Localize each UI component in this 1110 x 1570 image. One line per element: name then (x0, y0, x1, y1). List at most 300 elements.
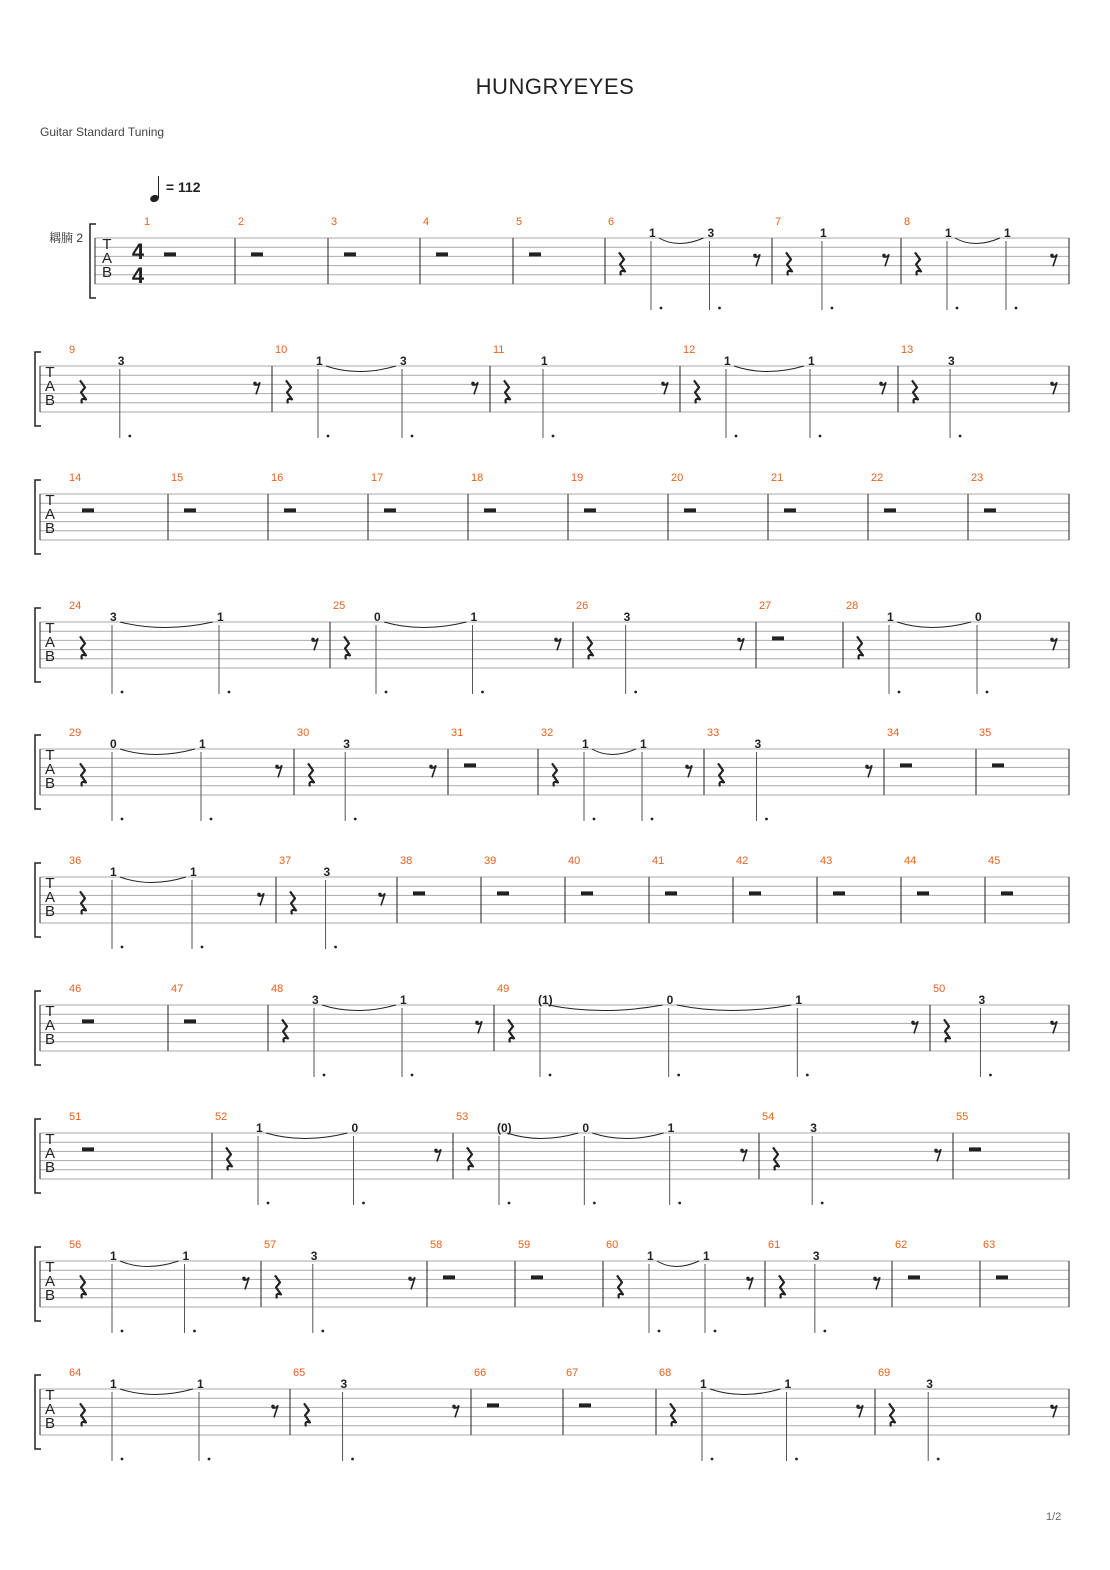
eighth-rest-dot (911, 1021, 915, 1025)
fret-number: 1 (197, 1377, 204, 1391)
quarter-rest (889, 1403, 895, 1426)
rhythm-dot (678, 1202, 681, 1205)
fret-number: 0 (110, 737, 117, 751)
fret-number: 1 (784, 1377, 792, 1391)
quarter-rest (467, 1147, 473, 1170)
whole-rest (251, 252, 263, 256)
measure-number: 8 (904, 216, 911, 228)
rhythm-dot (831, 307, 834, 310)
rhythm-dot (411, 435, 414, 438)
whole-rest (665, 891, 677, 895)
quarter-rest (282, 1019, 288, 1042)
measure-number: 34 (887, 727, 900, 739)
tab-clef-letter: B (44, 1287, 56, 1304)
measure-number: 51 (69, 1111, 82, 1123)
tab-clef-letter: A (44, 1273, 56, 1290)
fret-number: 3 (343, 737, 350, 751)
measure-number: 16 (271, 472, 284, 484)
quarter-rest (80, 1275, 86, 1298)
measure-number: 57 (264, 1239, 277, 1251)
tie-arc (384, 622, 467, 628)
measure-number: 47 (171, 983, 184, 995)
measure-number: 26 (576, 600, 589, 612)
eighth-rest-dot (452, 1405, 456, 1409)
measure-number: 45 (988, 855, 1001, 867)
whole-rest (384, 508, 396, 512)
fret-number: 1 (724, 354, 731, 368)
quarter-rest (504, 380, 510, 403)
eighth-rest-dot (865, 765, 869, 769)
rhythm-dot (210, 818, 213, 821)
quarter-rest (308, 763, 314, 786)
whole-rest (917, 891, 929, 895)
rhythm-dot (351, 1458, 354, 1461)
rhythm-dot (481, 691, 484, 694)
fret-number: 3 (978, 993, 986, 1007)
fret-number: 1 (795, 993, 803, 1007)
measure-number: 12 (683, 344, 696, 356)
tie-arc (120, 877, 186, 883)
tie-arc (897, 622, 971, 628)
fret-number: 0 (582, 1121, 590, 1135)
rhythm-dot (986, 691, 989, 694)
whole-rest (184, 508, 196, 512)
tab-clef-letter: A (44, 506, 56, 523)
tab-clef-letter: A (44, 1017, 56, 1034)
fret-number: 1 (190, 865, 197, 879)
quarter-rest (80, 380, 86, 403)
eighth-rest-dot (934, 1149, 938, 1153)
quarter-rest (944, 1019, 950, 1042)
measure-number: 23 (971, 472, 984, 484)
whole-rest (531, 1275, 543, 1279)
fret-number: 1 (667, 1121, 675, 1135)
rhythm-dot (593, 1202, 596, 1205)
measure-number: 62 (895, 1239, 908, 1251)
fret-number: 1 (649, 226, 656, 240)
fret-number: 3 (110, 610, 117, 624)
measure-number: 28 (846, 600, 859, 612)
eighth-rest-dot (882, 254, 886, 258)
fret-number: 1 (199, 737, 206, 751)
rhythm-dot (552, 435, 555, 438)
tab-clef-letter: T (102, 236, 112, 253)
measure-number: 18 (471, 472, 484, 484)
tie-arc (592, 1133, 663, 1139)
eighth-rest-dot (856, 1405, 860, 1409)
quarter-rest (857, 636, 863, 659)
measure-number: 48 (271, 983, 284, 995)
rhythm-dot (385, 691, 388, 694)
page-number: 1/2 (1046, 1511, 1062, 1523)
fret-number: 1 (110, 1377, 117, 1391)
tab-clef-letter: B (44, 648, 56, 665)
whole-rest (581, 891, 593, 895)
quarter-rest (226, 1147, 232, 1170)
instrument-label: 耦腩 2 (49, 231, 84, 245)
rhythm-dot (765, 818, 768, 821)
rhythm-dot (201, 946, 204, 949)
fret-number: 3 (926, 1377, 933, 1391)
tie-arc (657, 1261, 699, 1267)
whole-rest (164, 252, 176, 256)
rhythm-dot (549, 1074, 552, 1077)
eighth-rest-dot (475, 1021, 479, 1025)
tab-clef-letter: A (44, 1145, 56, 1162)
measure-number: 31 (451, 727, 464, 739)
rhythm-dot (508, 1202, 511, 1205)
fret-number: 1 (110, 1249, 117, 1263)
rhythm-dot (121, 691, 124, 694)
eighth-rest-dot (746, 1277, 750, 1281)
fret-number: 3 (948, 354, 955, 368)
measure-number: 24 (69, 600, 82, 612)
eighth-rest-dot (378, 893, 382, 897)
tab-clef-letter: A (44, 889, 56, 906)
fret-number: 3 (323, 865, 331, 879)
measure-number: 49 (497, 983, 510, 995)
quarter-rest (552, 763, 558, 786)
measure-number: 44 (904, 855, 917, 867)
measure-number: 35 (979, 727, 992, 739)
measure-number: 22 (871, 472, 884, 484)
fret-number: 1 (640, 737, 647, 751)
whole-rest (984, 508, 996, 512)
tab-clef-letter: B (44, 775, 56, 792)
tie-arc (120, 622, 213, 628)
score-title: HUNGRYEYES (475, 74, 635, 99)
rhythm-dot (718, 307, 721, 310)
whole-rest (992, 763, 1004, 767)
rhythm-dot (956, 307, 959, 310)
rhythm-dot (362, 1202, 365, 1205)
measure-number: 13 (901, 344, 914, 356)
measure-number: 65 (293, 1367, 306, 1379)
measure-number: 68 (659, 1367, 672, 1379)
tab-clef-letter: T (45, 1387, 55, 1404)
fret-number: 3 (812, 1249, 820, 1263)
rhythm-dot (193, 1330, 196, 1333)
rhythm-dot (821, 1202, 824, 1205)
eighth-rest-dot (1050, 638, 1054, 642)
quarter-rest (275, 1275, 281, 1298)
eighth-rest-dot (661, 382, 665, 386)
measure-number: 1 (144, 216, 151, 228)
measure-number: 53 (456, 1111, 469, 1123)
fret-number: (1) (538, 993, 553, 1007)
fret-number: 3 (623, 610, 631, 624)
eighth-rest-dot (471, 382, 475, 386)
whole-rest (908, 1275, 920, 1279)
tab-clef-letter: B (44, 903, 56, 920)
tab-clef-letter: A (44, 761, 56, 778)
measure-number: 41 (652, 855, 665, 867)
measure-number: 40 (568, 855, 581, 867)
measure-number: 56 (69, 1239, 82, 1251)
rhythm-dot (806, 1074, 809, 1077)
rhythm-dot (121, 818, 124, 821)
tab-clef-letter: A (44, 378, 56, 395)
fret-number: 3 (117, 354, 125, 368)
measure-number: 5 (516, 216, 523, 228)
time-signature-bottom: 4 (131, 263, 145, 288)
rhythm-dot (677, 1074, 680, 1077)
rhythm-dot (735, 435, 738, 438)
fret-number: 1 (541, 354, 548, 368)
eighth-rest-dot (685, 765, 689, 769)
whole-rest (464, 763, 476, 767)
measure-number: 55 (956, 1111, 969, 1123)
fret-number: 1 (1004, 226, 1011, 240)
quarter-rest (80, 1403, 86, 1426)
whole-rest (749, 891, 761, 895)
quarter-rest (694, 380, 700, 403)
tab-clef-letter: B (44, 1031, 56, 1048)
fret-number: 1 (110, 865, 117, 879)
tie-arc (592, 749, 636, 755)
tab-clef-letter: B (44, 1159, 56, 1176)
measure-number: 7 (775, 216, 782, 228)
measure-number: 20 (671, 472, 684, 484)
tab-clef-letter: T (45, 1131, 55, 1148)
rhythm-dot (937, 1458, 940, 1461)
tab-clef-letter: T (45, 747, 55, 764)
measure-number: 17 (371, 472, 384, 484)
whole-rest (772, 636, 784, 640)
rhythm-dot (898, 691, 901, 694)
rhythm-dot (334, 946, 337, 949)
rhythm-dot (321, 1330, 324, 1333)
measure-number: 60 (606, 1239, 619, 1251)
whole-rest (82, 1147, 94, 1151)
measure-number: 64 (69, 1367, 82, 1379)
eighth-rest-dot (554, 638, 558, 642)
measure-number: 69 (878, 1367, 891, 1379)
fret-number: 1 (470, 610, 478, 624)
measure-number: 67 (566, 1367, 579, 1379)
fret-number: (0) (497, 1121, 512, 1135)
tie-arc (507, 1133, 578, 1139)
fret-number: 1 (217, 610, 224, 624)
measure-number: 66 (474, 1367, 487, 1379)
whole-rest (82, 508, 94, 512)
quarter-rest (304, 1403, 310, 1426)
eighth-rest-dot (1050, 254, 1054, 258)
measure-number: 32 (541, 727, 554, 739)
quarter-rest (344, 636, 350, 659)
tab-clef-letter: T (45, 492, 55, 509)
measure-number: 2 (238, 216, 245, 228)
whole-rest (996, 1275, 1008, 1279)
whole-rest (969, 1147, 981, 1151)
whole-rest (487, 1403, 499, 1407)
measure-number: 52 (215, 1111, 228, 1123)
rhythm-dot (819, 435, 822, 438)
tie-arc (734, 366, 804, 372)
whole-rest (579, 1403, 591, 1407)
fret-number: 1 (182, 1249, 190, 1263)
whole-rest (484, 508, 496, 512)
quarter-rest (80, 636, 86, 659)
quarter-rest (670, 1403, 676, 1426)
rhythm-dot (795, 1458, 798, 1461)
measure-number: 19 (571, 472, 584, 484)
quarter-rest (718, 763, 724, 786)
measure-number: 37 (279, 855, 292, 867)
tab-clef-letter: B (44, 392, 56, 409)
rhythm-dot (658, 1330, 661, 1333)
rhythm-dot (228, 691, 231, 694)
eighth-rest-dot (429, 765, 433, 769)
fret-number: 0 (975, 610, 982, 624)
measure-number: 58 (430, 1239, 443, 1251)
tie-arc (677, 1005, 792, 1011)
eighth-rest-dot (271, 1405, 275, 1409)
eighth-rest-dot (1050, 1405, 1054, 1409)
whole-rest (584, 508, 596, 512)
measure-number: 6 (608, 216, 615, 228)
fret-number: 0 (374, 610, 381, 624)
eighth-rest-dot (408, 1277, 412, 1281)
fret-number: 1 (819, 226, 827, 240)
fret-number: 1 (945, 226, 952, 240)
rhythm-dot (208, 1458, 211, 1461)
measure-number: 63 (983, 1239, 996, 1251)
measure-number: 14 (69, 472, 82, 484)
quarter-rest (286, 380, 292, 403)
eighth-rest-dot (311, 638, 315, 642)
fret-number: 1 (316, 354, 323, 368)
whole-rest (833, 891, 845, 895)
quarter-rest (912, 380, 918, 403)
fret-number: 1 (808, 354, 815, 368)
tab-clef-letter: T (45, 875, 55, 892)
rhythm-dot (121, 1458, 124, 1461)
eighth-rest-dot (253, 382, 257, 386)
time-signature-top: 4 (131, 239, 145, 264)
rhythm-dot (411, 1074, 414, 1077)
tab-clef-letter: T (45, 620, 55, 637)
tempo-value: = 112 (165, 179, 201, 195)
measure-number: 21 (771, 472, 784, 484)
eighth-rest-dot (737, 638, 741, 642)
rhythm-dot (711, 1458, 714, 1461)
rhythm-dot (121, 1330, 124, 1333)
tab-clef-letter: T (45, 1259, 55, 1276)
fret-number: 3 (310, 1249, 318, 1263)
rhythm-dot (1015, 307, 1018, 310)
rhythm-dot (823, 1330, 826, 1333)
whole-rest (436, 252, 448, 256)
fret-number: 3 (707, 226, 715, 240)
quarter-rest (290, 891, 296, 914)
measure-number: 38 (400, 855, 413, 867)
rhythm-dot (327, 435, 330, 438)
rhythm-dot (593, 818, 596, 821)
fret-number: 3 (312, 993, 319, 1007)
measure-number: 59 (518, 1239, 531, 1251)
eighth-rest-dot (434, 1149, 438, 1153)
fret-number: 3 (340, 1377, 348, 1391)
fret-number: 1 (887, 610, 894, 624)
whole-rest (443, 1275, 455, 1279)
rhythm-dot (959, 435, 962, 438)
fret-number: 1 (400, 993, 407, 1007)
rhythm-dot (267, 1202, 270, 1205)
measure-number: 43 (820, 855, 833, 867)
measure-number: 50 (933, 983, 946, 995)
fret-number: 1 (700, 1377, 707, 1391)
measure-number: 39 (484, 855, 497, 867)
quarter-rest (779, 1275, 785, 1298)
measure-number: 30 (297, 727, 310, 739)
tab-clef-letter: A (44, 634, 56, 651)
eighth-rest-dot (1050, 1021, 1054, 1025)
whole-rest (884, 508, 896, 512)
eighth-rest-dot (242, 1277, 246, 1281)
measure-number: 33 (707, 727, 720, 739)
tie-arc (120, 1261, 179, 1267)
rhythm-dot (651, 818, 654, 821)
tie-arc (322, 1005, 396, 1011)
eighth-rest-dot (753, 254, 757, 258)
measure-number: 15 (171, 472, 184, 484)
fret-number: 1 (703, 1249, 710, 1263)
fret-number: 3 (400, 354, 407, 368)
quarter-rest (915, 252, 921, 275)
measure-number: 29 (69, 727, 82, 739)
quarter-rest (619, 252, 625, 275)
measure-number: 3 (331, 216, 338, 228)
tie-arc (120, 749, 195, 755)
rhythm-dot (660, 307, 663, 310)
rhythm-dot (634, 691, 637, 694)
whole-rest (184, 1019, 196, 1023)
whole-rest (1001, 891, 1013, 895)
measure-number: 46 (69, 983, 82, 995)
tab-clef-letter: A (101, 250, 113, 267)
quarter-rest (80, 763, 86, 786)
whole-rest (784, 508, 796, 512)
rhythm-dot (714, 1330, 717, 1333)
whole-rest (284, 508, 296, 512)
tie-arc (955, 238, 1000, 244)
measure-number: 42 (736, 855, 749, 867)
fret-number: 0 (666, 993, 674, 1007)
tab-clef-letter: A (44, 1401, 56, 1418)
tie-arc (120, 1389, 193, 1395)
quarter-rest (773, 1147, 779, 1170)
measure-number: 25 (333, 600, 346, 612)
measure-number: 27 (759, 600, 772, 612)
fret-number: 1 (647, 1249, 654, 1263)
quarter-rest (617, 1275, 623, 1298)
whole-rest (82, 1019, 94, 1023)
whole-rest (413, 891, 425, 895)
eighth-rest-dot (740, 1149, 744, 1153)
whole-rest (529, 252, 541, 256)
whole-rest (684, 508, 696, 512)
rhythm-dot (323, 1074, 326, 1077)
rhythm-dot (354, 818, 357, 821)
eighth-rest-dot (275, 765, 279, 769)
measure-number: 54 (762, 1111, 775, 1123)
whole-rest (900, 763, 912, 767)
measure-number: 36 (69, 855, 82, 867)
tab-clef-letter: B (44, 520, 56, 537)
measure-number: 61 (768, 1239, 781, 1251)
quarter-rest (508, 1019, 514, 1042)
